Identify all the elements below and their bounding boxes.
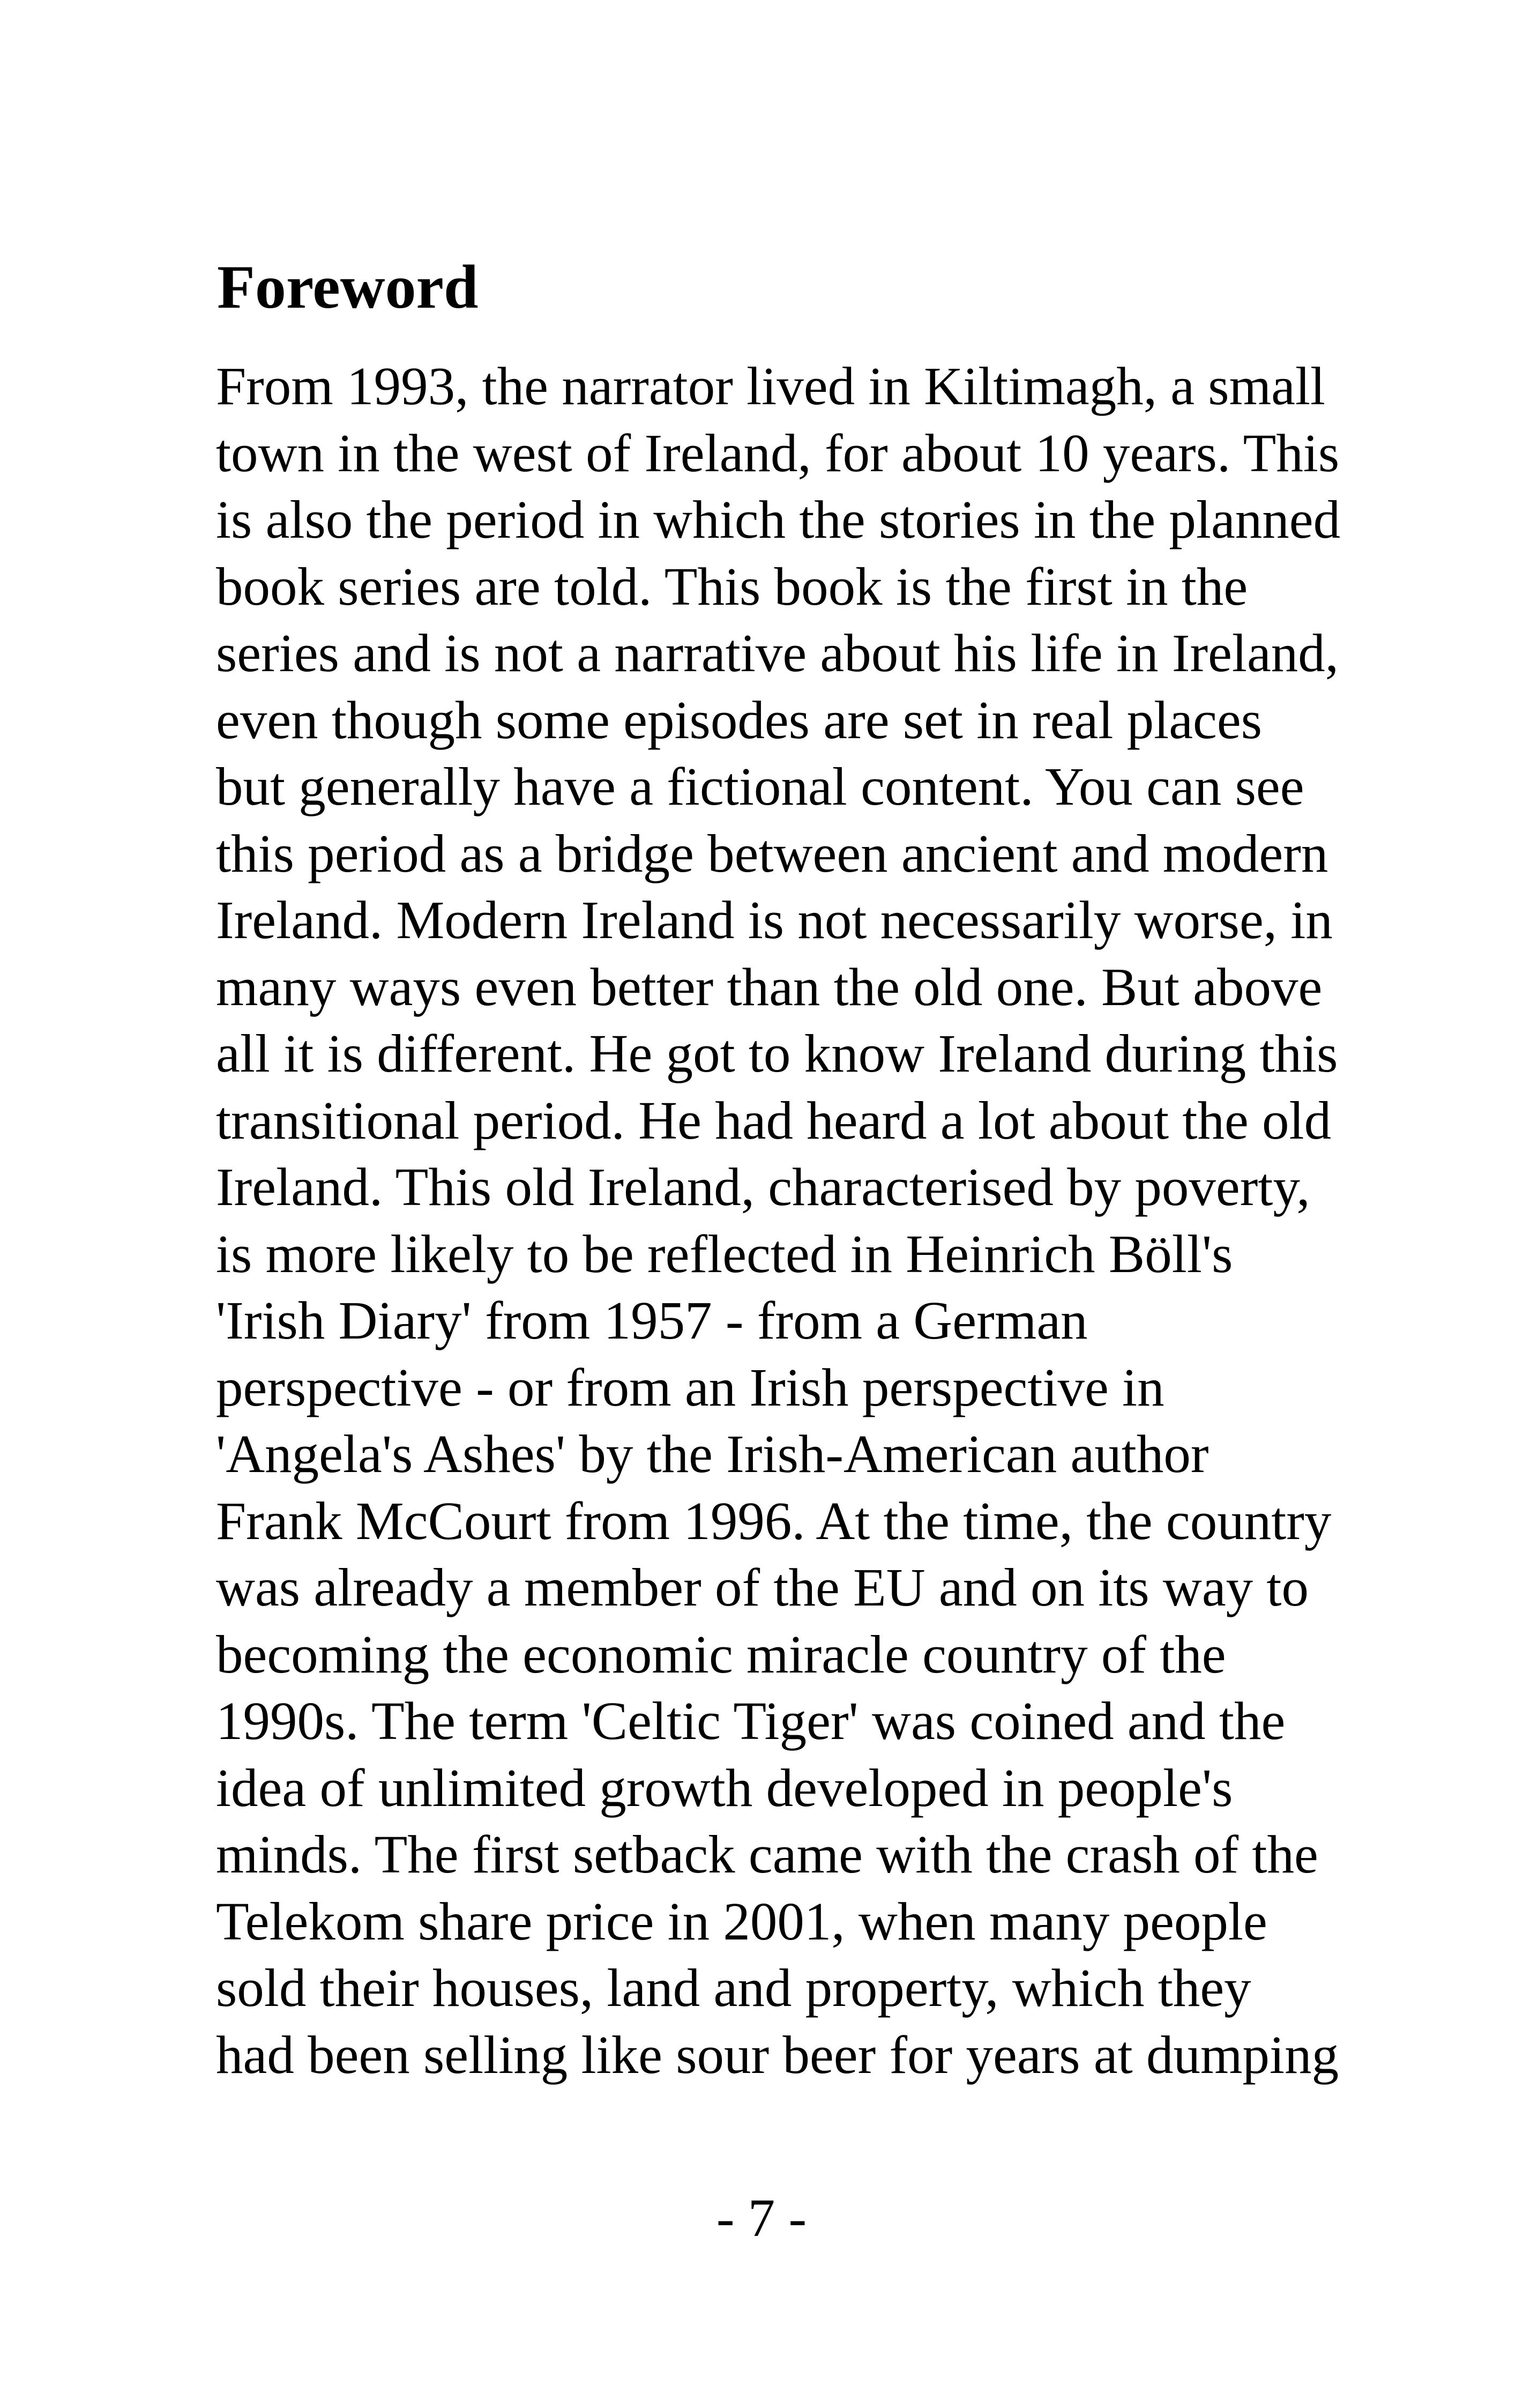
text-line: even though some episodes are set in real places (216, 689, 1262, 750)
page-title: Foreword (217, 253, 479, 322)
text-line: is also the period in which the stories in the planned (216, 489, 1341, 549)
text-line: 1990s. The term 'Celtic Tiger' was coined and the (216, 1691, 1286, 1751)
text-line: had been selling like sour beer for years at dumping (216, 2024, 1339, 2085)
foreword-paragraph (216, 353, 1395, 2088)
text-line: idea of unlimited growth developed in people's (216, 1757, 1233, 1818)
text-line: this period as a bridge between ancient and modern (216, 823, 1328, 883)
text-line: From 1993, the narrator lived in Kiltimagh, a small (216, 356, 1326, 416)
text-line: 'Irish Diary' from 1957 - from a German (216, 1290, 1088, 1350)
text-line: many ways even better than the old one. But above (216, 956, 1323, 1017)
text-line: Ireland. This old Ireland, characterised by poverty, (216, 1157, 1310, 1217)
text-line: is more likely to be reflected in Heinrich Böll's (216, 1223, 1233, 1284)
text-line: becoming the economic miracle country of the (216, 1624, 1226, 1684)
text-line: Ireland. Modern Ireland is not necessarily worse, in (216, 890, 1333, 950)
text-line: but generally have a fictional content. You can see (216, 756, 1304, 816)
page-number: - 7 - (716, 2188, 807, 2248)
text-line: was already a member of the EU and on its way to (216, 1557, 1309, 1617)
text-line: minds. The first setback came with the crash of the (216, 1824, 1318, 1884)
text-line: transitional period. He had heard a lot about the old (216, 1090, 1332, 1150)
text-line: town in the west of Ireland, for about 10 years. This (216, 422, 1340, 483)
text-line: perspective - or from an Irish perspective in (216, 1357, 1164, 1417)
text-line: sold their houses, land and property, which they (216, 1958, 1251, 2018)
text-line: Frank McCourt from 1996. At the time, the country (216, 1490, 1332, 1551)
text-line: book series are told. This book is the first in the (216, 556, 1248, 616)
text-line: series and is not a narrative about his life in Ireland, (216, 623, 1339, 683)
text-line: Telekom share price in 2001, when many people (216, 1891, 1267, 1951)
text-line: 'Angela's Ashes' by the Irish-American author (216, 1424, 1209, 1484)
text-line: all it is different. He got to know Ireland during this (216, 1023, 1338, 1083)
